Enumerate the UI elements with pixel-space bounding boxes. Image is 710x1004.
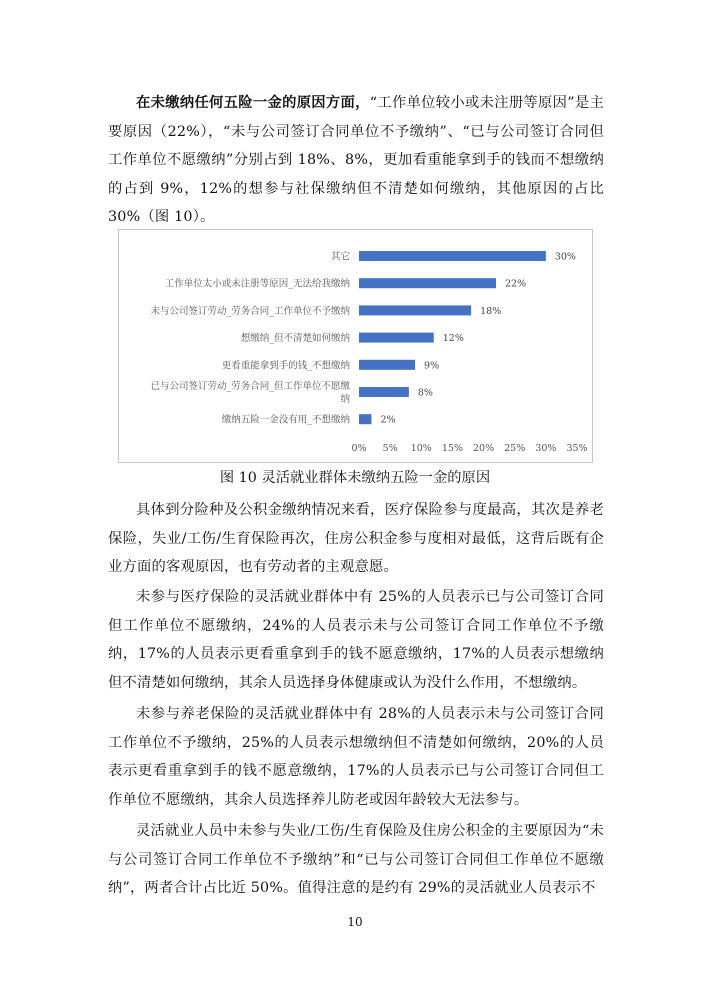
bar-value-label: 18% (480, 305, 502, 317)
x-tick-label: 30% (535, 443, 557, 454)
bar-value-label: 30% (554, 251, 576, 263)
paragraph-4: 未参与养老保险的灵活就业群体中有 28%的人员表示未与公司签订合同工作单位不予缴纳，25%的人员表示想缴纳但不清楚如何缴纳，20%的人员表示更看重拿到手的钱不愿意缴纳，17%的人员表示已与公司签订合同但工作单位不愿缴纳，其余人员选择养儿防老或因年龄较大无法参与。 (108, 706, 604, 808)
paragraph-3: 未参与医疗保险的灵活就业群体中有 25%的人员表示已与公司签订合同但工作单位不愿缴纳，24%的人员表示未与公司签订合同工作单位不予缴纳，17%的人员表示更看重拿到手的钱不愿意缴纳，17%的人员表示想缴纳但不清楚如何缴纳，其余人员选择身体健康或认为没什么作用，不想缴纳。 (108, 589, 604, 691)
category-label-line: 纳 (340, 394, 350, 405)
figure-caption: 图 10 灵活就业群体未缴纳五险一金的原因 (219, 470, 491, 486)
bar (359, 360, 415, 370)
bar (359, 333, 434, 343)
category-label (222, 414, 351, 426)
category-label (150, 305, 350, 317)
category-label-line: 更看重能拿到手的钱_不想缴纳 (221, 360, 350, 372)
x-tick-label: 35% (566, 443, 588, 454)
bar (359, 251, 546, 261)
x-tick-label: 20% (473, 443, 495, 454)
category-label-line: 缴纳五险一金没有用_不想缴纳 (221, 414, 350, 426)
x-tick-label: 25% (504, 443, 526, 454)
paragraph-2: 具体到分险种及公积金缴纳情况来看，医疗保险参与度最高，其次是养老保险，失业/工伤/生育保险再次，住房公积金参与度相对最低，这背后既有企业方面的客观原因，也有劳动者的主观意愿。 (108, 502, 604, 575)
category-label-line: 其它 (330, 251, 350, 263)
chart-canvas (119, 230, 594, 464)
x-tick-label: 5% (382, 443, 398, 454)
bar (359, 414, 371, 424)
bar-value-label: 22% (505, 278, 527, 290)
category-label (165, 278, 351, 290)
category-label (331, 251, 351, 263)
category-label (150, 380, 350, 405)
bar-value-label: 8% (417, 387, 433, 399)
bar-value-label: 12% (442, 333, 464, 345)
category-label-line: 想缴纳_但不清楚如何缴纳 (240, 333, 350, 345)
x-tick-label: 15% (441, 443, 463, 454)
bar-value-label: 9% (424, 360, 440, 372)
x-tick-label: 0% (351, 443, 367, 454)
category-label-line: 已与公司签订劳动_劳务合同_但工作单位不愿缴 (150, 381, 350, 392)
bar (359, 387, 409, 397)
paragraph-5: 灵活就业人员中未参与失业/工伤/生育保险及住房公积金的主要原因为“未与公司签订合同工作单位不予缴纳”和“已与公司签订合同但工作单位不愿缴纳”，两者合计占比近 50%。值得注意的是约有 29%的灵活就业人员表示不 (108, 823, 604, 896)
bar (359, 278, 496, 288)
paragraph-1-body: “工作单位较小或未注册等原因”是主要原因（22%），“未与公司签订合同单位不予缴纳”、“已与公司签订合同但工作单位不愿缴纳”分别占到 18%、8%，更加看重能拿到手的钱而不想缴纳的占到 9%，12%的想参与社保缴纳但不清楚如何缴纳，其他原因的占比 30%（图 10）。 (108, 95, 604, 225)
category-label (241, 332, 351, 344)
paragraph-1-lead: 在未缴纳任何五险一金的原因方面， (136, 95, 370, 111)
category-label (222, 359, 351, 371)
bar-value-label: 2% (380, 414, 396, 426)
x-tick-label: 10% (410, 443, 432, 454)
reason-bar-chart (118, 229, 593, 463)
page-number: 10 (347, 915, 363, 929)
bar (359, 305, 471, 315)
category-label-line: 未与公司签订劳动_劳务合同_工作单位不予缴纳 (150, 305, 350, 317)
paragraph-1 (108, 89, 604, 232)
category-label-line: 工作单位太小或未注册等原因_无法给我缴纳 (164, 278, 350, 290)
